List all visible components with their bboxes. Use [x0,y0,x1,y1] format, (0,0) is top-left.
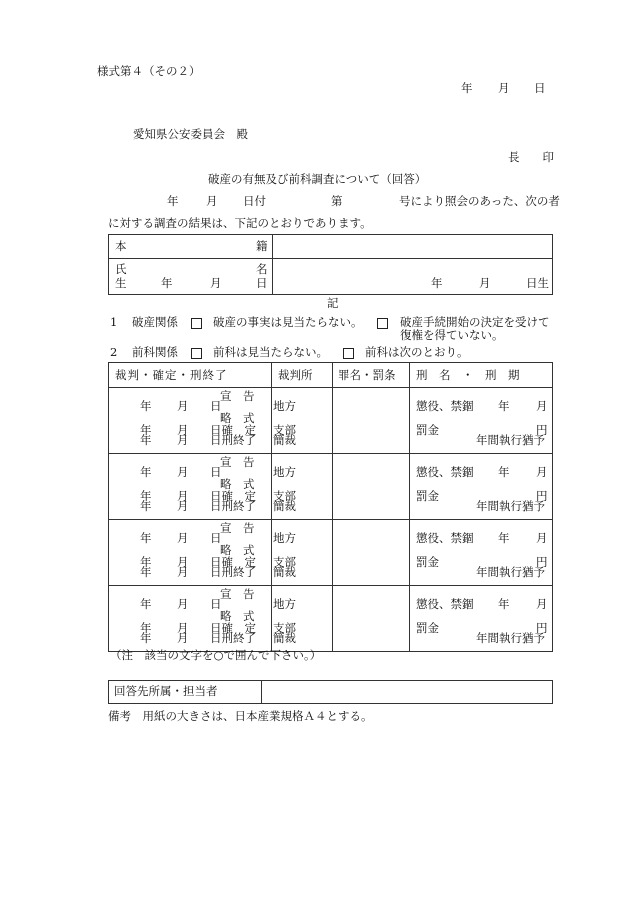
judgment-day: 日 [210,399,222,413]
penalty-month: 月 [536,531,548,545]
court-district: 地方 [273,465,296,479]
birthdate-month: 月 [479,276,491,290]
offense-cell[interactable] [333,586,410,652]
penalty-cell[interactable] [410,388,553,454]
penalty-suspension: 年間執行猶予 [476,499,545,513]
offense-cell[interactable] [333,520,410,586]
end-day: 日刑終了 [210,433,256,447]
summary-label: 略 式 [220,477,255,491]
judgment-month: 月 [177,465,189,479]
penalty-cell[interactable] [410,520,553,586]
court-cell[interactable] [272,454,333,520]
date-year: 年 [461,81,473,95]
record-row [109,454,553,520]
header-court: 裁判所 [278,368,313,382]
form-number: 様式第４（その２） [97,64,201,78]
penalty-yen: 円 [536,621,548,635]
birth-month-label: 月 [210,276,222,290]
header-judgment: 裁判・確定・刑終了 [115,368,228,382]
criminal-label: 前科関係 [132,345,178,359]
end-day: 日刑終了 [210,565,256,579]
court-branch: 支部 [273,621,296,635]
finalized-year: 年 [140,489,152,503]
bankruptcy-opt2-checkbox[interactable] [377,317,388,329]
penalty-year: 年 [498,465,510,479]
document-title: 破産の有無及び前科調査について（回答） [208,172,427,186]
end-month: 月 [177,631,189,645]
birth-year-label: 年 [161,276,173,290]
court-summary: 簡裁 [273,631,296,645]
criminal-opt2-checkbox[interactable] [343,347,354,359]
penalty-month: 月 [536,465,548,479]
finalized-month: 月 [177,621,189,635]
court-summary: 簡裁 [273,499,296,513]
penalty-yen: 円 [536,555,548,569]
finalized-year: 年 [140,621,152,635]
penalty-imprisonment: 懲役、禁錮 [416,399,474,413]
intro-line2: に対する調査の結果は、下記のとおりであります。 [108,216,372,230]
judgment-day: 日 [210,465,222,479]
judgment-year: 年 [140,597,152,611]
judgment-month: 月 [177,597,189,611]
judgment-year: 年 [140,465,152,479]
end-day: 日刑終了 [210,499,256,513]
penalty-suspension: 年間執行猶予 [476,433,545,447]
date-day: 日 [534,81,546,95]
penalty-year: 年 [498,597,510,611]
summary-label: 略 式 [220,543,255,557]
end-month: 月 [177,499,189,513]
finalized-month: 月 [177,423,189,437]
court-district: 地方 [273,597,296,611]
name-label-2: 名 [256,262,268,276]
intro-year: 年 [167,194,179,208]
criminal-opt2-label: 前科は次のとおり。 [365,345,469,359]
criminal-opt1-label: 前科は見当たらない。 [213,345,328,359]
bankruptcy-opt2-label-line2: 復権を得ていない。 [400,328,504,342]
contact-table [108,680,553,704]
penalty-fine: 罰金 [416,621,439,635]
birthdate-year: 年 [431,276,443,290]
court-branch: 支部 [273,555,296,569]
penalty-fine: 罰金 [416,555,439,569]
finalized-day: 日確 定 [210,555,256,569]
criminal-record-table [108,362,553,652]
note: （注 該当の文字を○で囲んで下さい。） [110,648,322,662]
bankruptcy-label: 破産関係 [132,315,178,329]
bankruptcy-opt1-checkbox[interactable] [191,317,202,329]
ki-heading: 記 [327,296,339,310]
bankruptcy-opt2-label: 破産手続開始の決定を受けて [400,315,550,329]
penalty-cell[interactable] [410,586,553,652]
end-year: 年 [140,433,152,447]
court-district: 地方 [273,531,296,545]
criminal-opt1-checkbox[interactable] [191,347,202,359]
end-day: 日刑終了 [210,631,256,645]
record-row [109,520,553,586]
penalty-month: 月 [536,399,548,413]
penalty-cell[interactable] [410,454,553,520]
contact-field[interactable] [262,681,553,704]
judgment-day: 日 [210,531,222,545]
offense-cell[interactable] [333,454,410,520]
honseki-field[interactable] [273,235,553,259]
intro-tail: 号により照会のあった、次の者 [399,194,560,208]
penalty-year: 年 [498,531,510,545]
remarks: 備考 用紙の大きさは、日本産業規格Ａ４とする。 [108,709,373,723]
court-branch: 支部 [273,423,296,437]
person-table [108,234,553,295]
penalty-yen: 円 [536,489,548,503]
court-cell[interactable] [272,520,333,586]
intro-number-prefix: 第 [331,194,343,208]
sentence-label: 宣 告 [220,455,255,469]
summary-label: 略 式 [220,411,255,425]
finalized-day: 日確 定 [210,423,256,437]
penalty-fine: 罰金 [416,489,439,503]
name-birth-field[interactable] [273,259,553,295]
record-row [109,388,553,454]
judgment-month: 月 [177,531,189,545]
intro-dated: 日付 [243,194,266,208]
addressee: 愛知県公安委員会 殿 [133,127,248,141]
court-summary: 簡裁 [273,565,296,579]
end-month: 月 [177,433,189,447]
honseki-label-1: 本 [115,239,127,253]
penalty-year: 年 [498,399,510,413]
summary-label: 略 式 [220,609,255,623]
bankruptcy-opt1-label: 破産の事実は見当たらない。 [213,315,363,329]
sentence-label: 宣 告 [220,587,255,601]
birthdate-day: 日生 [526,276,549,290]
intro-month: 月 [206,194,218,208]
court-summary: 簡裁 [273,433,296,447]
penalty-month: 月 [536,597,548,611]
judgment-year: 年 [140,399,152,413]
header-offense: 罪名・罰条 [338,368,396,382]
penalty-imprisonment: 懲役、禁錮 [416,531,474,545]
finalized-day: 日確 定 [210,621,256,635]
bankruptcy-num: 1 [110,315,118,329]
penalty-fine: 罰金 [416,423,439,437]
penalty-imprisonment: 懲役、禁錮 [416,465,474,479]
finalized-month: 月 [177,489,189,503]
contact-label: 回答先所属・担当者 [114,684,218,698]
name-label-1: 氏 [115,262,127,276]
sentence-label: 宣 告 [220,521,255,535]
sender: 長 印 [508,150,554,164]
finalized-year: 年 [140,423,152,437]
finalized-year: 年 [140,555,152,569]
penalty-suspension: 年間執行猶予 [476,631,545,645]
court-district: 地方 [273,399,296,413]
header-penalty: 刑 名 ・ 刑 期 [416,368,520,382]
penalty-imprisonment: 懲役、禁錮 [416,597,474,611]
birth-label: 生 [115,276,127,290]
judgment-year: 年 [140,531,152,545]
court-cell[interactable] [272,586,333,652]
penalty-suspension: 年間執行猶予 [476,565,545,579]
end-year: 年 [140,565,152,579]
court-cell[interactable] [272,388,333,454]
end-month: 月 [177,565,189,579]
end-year: 年 [140,631,152,645]
penalty-yen: 円 [536,423,548,437]
sentence-label: 宣 告 [220,389,255,403]
honseki-label-2: 籍 [256,239,268,253]
finalized-day: 日確 定 [210,489,256,503]
finalized-month: 月 [177,555,189,569]
record-row [109,586,553,652]
judgment-month: 月 [177,399,189,413]
criminal-num: 2 [110,345,118,359]
offense-cell[interactable] [333,388,410,454]
judgment-day: 日 [210,597,222,611]
date-month: 月 [498,81,510,95]
birth-day-label: 日 [256,276,268,290]
end-year: 年 [140,499,152,513]
court-branch: 支部 [273,489,296,503]
